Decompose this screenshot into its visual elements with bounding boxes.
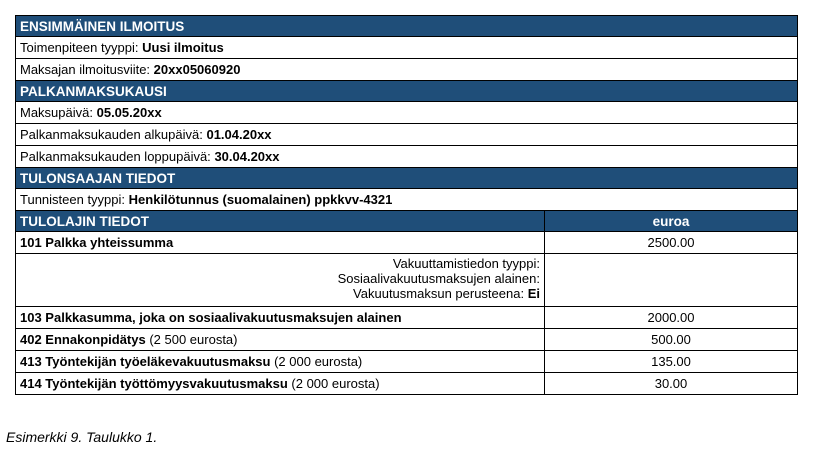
amount-cell: 2000.00 <box>545 307 798 329</box>
table-row <box>16 232 798 254</box>
income-type-note: (2 000 eurosta) <box>270 354 363 369</box>
section-title: PALKANMAKSUKAUSI <box>16 81 798 102</box>
income-type-name: 402 Ennakonpidätys <box>20 332 146 347</box>
field-label: Palkanmaksukauden loppupäivä: <box>20 149 211 164</box>
field-value: 01.04.20xx <box>206 127 272 142</box>
table-row <box>16 329 798 351</box>
table-row <box>16 37 798 59</box>
field-label: Tunnisteen tyyppi: <box>20 192 126 207</box>
section-title: TULONSAAJAN TIEDOT <box>16 168 798 189</box>
field-label: Toimenpiteen tyyppi: <box>20 40 139 55</box>
insurance-line: Vakuutusmaksun perusteena: <box>353 286 525 301</box>
document-table-wrapper <box>15 15 797 395</box>
section-header-first-notice <box>16 16 798 37</box>
income-type-name: 414 Työntekijän työttömyysvakuutusmaksu <box>20 376 288 391</box>
insurance-value: Ei <box>527 286 540 301</box>
field-value: Henkilötunnus (suomalainen) ppkkvv-4321 <box>128 192 393 207</box>
section-header-pay-period <box>16 81 798 102</box>
section-header-income-type <box>16 211 798 232</box>
section-title: TULOLAJIN TIEDOT <box>16 211 545 232</box>
income-type-name: 101 Palkka yhteissumma <box>20 235 174 250</box>
field-value: Uusi ilmoitus <box>142 40 224 55</box>
amount-cell: 135.00 <box>545 351 798 373</box>
insurance-info <box>16 254 545 307</box>
table-row <box>16 146 798 168</box>
amount-cell: 500.00 <box>545 329 798 351</box>
table-row <box>16 189 798 211</box>
salary-report-table <box>15 15 798 395</box>
income-type-name: 413 Työntekijän työeläkevakuutusmaksu <box>20 354 271 369</box>
field-label: Palkanmaksukauden alkupäivä: <box>20 127 203 142</box>
section-header-recipient <box>16 168 798 189</box>
section-title: ENSIMMÄINEN ILMOITUS <box>16 16 798 37</box>
amount-cell: 30.00 <box>545 373 798 395</box>
insurance-line: Vakuuttamistiedon tyyppi: <box>392 256 540 271</box>
amount-cell: 2500.00 <box>545 232 798 254</box>
table-row <box>16 59 798 81</box>
field-value: 05.05.20xx <box>96 105 162 120</box>
table-row <box>16 254 798 307</box>
table-row <box>16 351 798 373</box>
insurance-line: Sosiaalivakuutusmaksujen alainen: <box>337 271 540 286</box>
field-label: Maksajan ilmoitusviite: <box>20 62 151 77</box>
table-row <box>16 307 798 329</box>
income-type-note: (2 000 eurosta) <box>287 376 380 391</box>
table-caption: Esimerkki 9. Taulukko 1. <box>6 429 158 445</box>
field-value: 30.04.20xx <box>214 149 280 164</box>
unit-header: euroa <box>545 211 798 232</box>
income-type-note: (2 500 eurosta) <box>145 332 238 347</box>
field-value: 20xx05060920 <box>153 62 241 77</box>
table-row <box>16 373 798 395</box>
empty-cell <box>545 254 798 307</box>
field-label: Maksupäivä: <box>20 105 93 120</box>
table-row <box>16 102 798 124</box>
table-row <box>16 124 798 146</box>
income-type-name: 103 Palkkasumma, joka on sosiaalivakuutusmaksujen alainen <box>20 310 402 325</box>
